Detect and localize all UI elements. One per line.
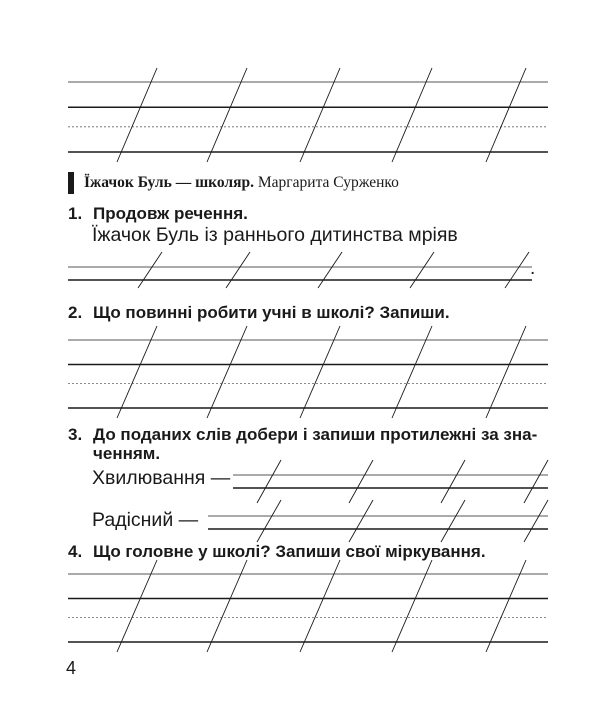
story-author: Маргарита Сурженко <box>257 174 399 191</box>
task-2-text: Що повинні робити учні в школі? Запиши. <box>93 303 450 322</box>
ruling-slant-line <box>257 460 281 503</box>
task-2-number: 2. <box>68 303 83 322</box>
ruling-slant-line <box>524 460 548 503</box>
story-heading <box>84 174 399 192</box>
task-1-text: Продовж речення. <box>93 204 248 223</box>
task-3-number: 3. <box>68 425 83 444</box>
ruling-slant-line <box>318 252 342 288</box>
task-3-text-line2: ченням. <box>93 444 161 463</box>
ruling-slant-line <box>138 252 162 288</box>
task-1-number: 1. <box>68 204 83 223</box>
ruling-slant-line <box>349 460 373 503</box>
ruling-slant-line <box>349 500 373 542</box>
ruling-slant-line <box>410 252 434 288</box>
story-marker-bar <box>68 172 74 194</box>
task-4-text: Що головне у школі? Запиши свої міркування. <box>93 542 486 561</box>
task-1-end-mark: . <box>530 258 536 279</box>
ruling-slant-line <box>505 252 529 288</box>
ruling-slant-line <box>441 500 465 542</box>
task-4-number: 4. <box>68 542 83 561</box>
story-title: Їжачок Буль — школяр. <box>84 174 255 191</box>
ruling-slant-line <box>257 500 281 542</box>
ruling-slant-line <box>524 500 548 542</box>
task-3-word-2: Радісний — <box>92 509 199 531</box>
task-3-text-line1: До поданих слів добери і запиши протилежні за зна- <box>93 425 538 444</box>
task-3-word-1: Хвилювання — <box>92 467 231 489</box>
task-1-sentence: Їжачок Буль із раннього дитинства мріяв <box>92 224 458 246</box>
page-number: 4 <box>66 658 77 678</box>
ruling-slant-line <box>226 252 250 288</box>
ruling-slant-line <box>441 460 465 503</box>
